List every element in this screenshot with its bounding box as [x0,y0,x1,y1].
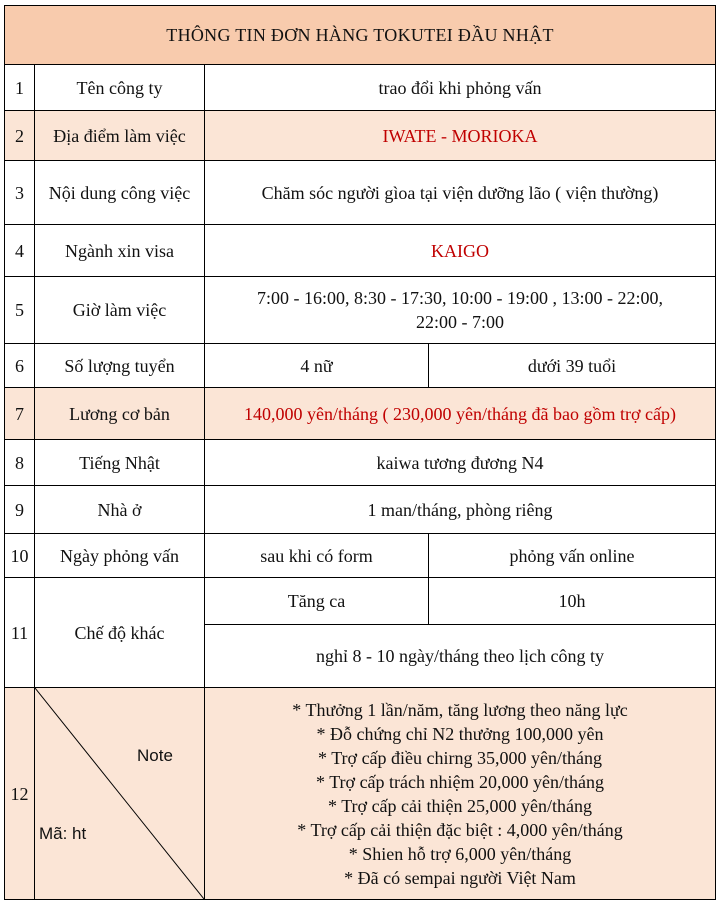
table-row [5,111,716,161]
table-row [5,388,716,440]
sheet-title: THÔNG TIN ĐƠN HÀNG TOKUTEI ĐẦU NHẬT [5,6,716,65]
row-value-b: dưới 39 tuổi [429,344,716,388]
row-value-a: 4 nữ [205,344,429,388]
row-value: KAIGO [205,225,716,277]
row-value: IWATE - MORIOKA [205,111,716,161]
row-label: Giờ làm việc [35,277,205,344]
row-label: Nội dung công việc [35,161,205,225]
row-value: 140,000 yên/tháng ( 230,000 yên/tháng đã bao gồm trợ cấp) [205,388,716,440]
row-value-line: 22:00 - 7:00 [416,312,505,332]
notes-cell [205,688,716,900]
table-row [5,688,716,900]
diagonal-divider [35,688,204,899]
table-row [5,161,716,225]
row-label: Chế độ khác [35,578,205,688]
row-label: Nhà ở [35,486,205,534]
row-label: Địa điểm làm việc [35,111,205,161]
table-row [5,534,716,578]
row-label: Số lượng tuyển [35,344,205,388]
row-value: trao đổi khi phỏng vấn [205,65,716,111]
row-value: Chăm sóc người gìoa tại viện dưỡng lão ( viện thường) [205,161,716,225]
table-row [5,65,716,111]
row-value-b: phỏng vấn online [429,534,716,578]
row-value-c: nghỉ 8 - 10 ngày/tháng theo lịch công ty [205,625,716,688]
row-value-a: sau khi có form [205,534,429,578]
table-row [5,578,716,625]
order-info-table [4,5,716,900]
row-value: 1 man/tháng, phòng riêng [205,486,716,534]
diagonal-note-label: Note [137,746,173,765]
row-label: Ngày phỏng vấn [35,534,205,578]
table-row [5,440,716,486]
diagonal-code-label: Mã: ht [39,824,87,843]
row-number: 4 [5,225,35,277]
row-value [205,277,716,344]
row-label: Ngành xin visa [35,225,205,277]
row-number: 10 [5,534,35,578]
title-row [5,6,716,65]
row-number: 5 [5,277,35,344]
row-number: 11 [5,578,35,688]
row-number: 3 [5,161,35,225]
diagonal-header-cell [35,688,205,900]
table-row [5,486,716,534]
note-line: * Trợ cấp cải thiện đặc biệt : 4,000 yên/tháng [297,819,623,840]
table-row [5,344,716,388]
row-label: Tiếng Nhật [35,440,205,486]
row-number: 7 [5,388,35,440]
row-label: Lương cơ bản [35,388,205,440]
note-line: * Trợ cấp cải thiện 25,000 yên/tháng [328,795,592,816]
row-label: Tên công ty [35,65,205,111]
row-number: 6 [5,344,35,388]
note-line: * Shien hỗ trợ 6,000 yên/tháng [348,843,572,864]
row-number: 1 [5,65,35,111]
note-line: * Trợ cấp trách nhiệm 20,000 yên/tháng [316,771,604,792]
row-number: 8 [5,440,35,486]
row-number: 2 [5,111,35,161]
row-number: 9 [5,486,35,534]
row-number: 12 [5,688,35,900]
note-line: * Thưởng 1 lần/năm, tăng lương theo năng lực [292,699,628,720]
row-value: kaiwa tương đương N4 [205,440,716,486]
note-line: * Đỗ chứng chỉ N2 thưởng 100,000 yên [316,723,604,744]
note-line: * Đã có sempai người Việt Nam [344,867,576,888]
note-line: * Trợ cấp điều chirng 35,000 yên/tháng [318,747,602,768]
table-row [5,225,716,277]
table-row [5,277,716,344]
row-value-b: 10h [429,578,716,625]
row-value-line: 7:00 - 16:00, 8:30 - 17:30, 10:00 - 19:00 , 13:00 - 22:00, [257,288,663,308]
row-value-a: Tăng ca [205,578,429,625]
